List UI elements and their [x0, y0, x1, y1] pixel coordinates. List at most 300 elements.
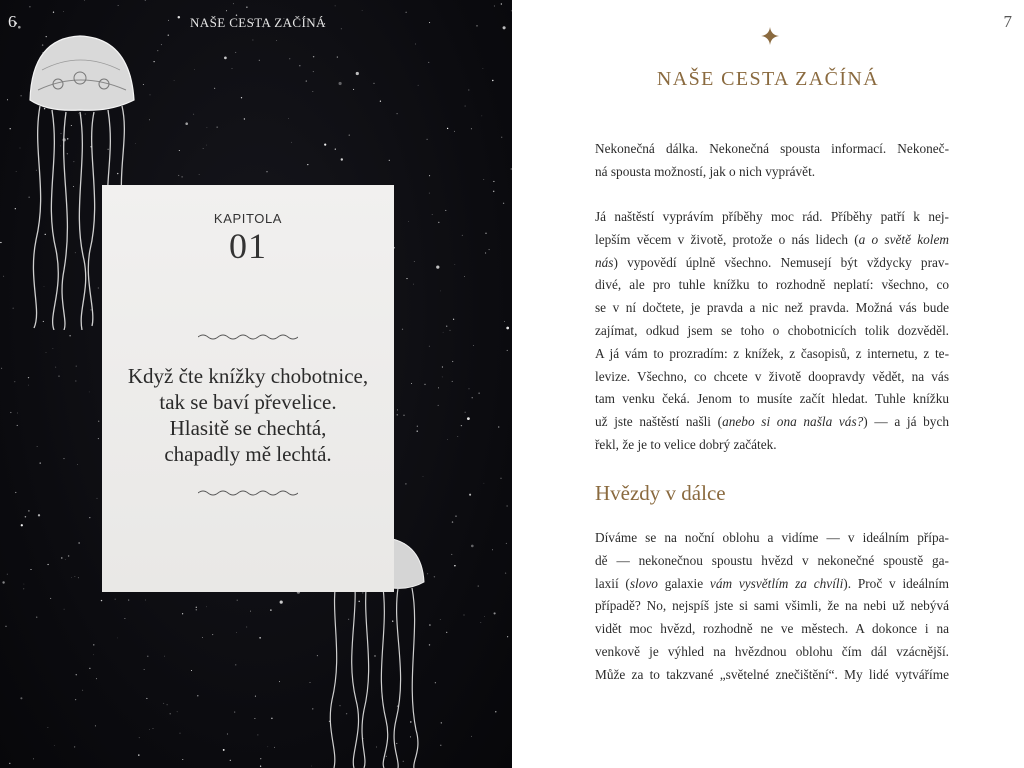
star-dot: [447, 128, 448, 129]
star-dot: [312, 91, 313, 92]
star-dot: [438, 387, 439, 388]
star-dot: [476, 25, 477, 26]
chapter-card: [102, 185, 394, 592]
star-dot: [349, 135, 350, 136]
star-dot: [442, 377, 443, 378]
star-dot: [161, 44, 162, 45]
star-dot: [71, 577, 72, 578]
star-dot: [312, 708, 313, 709]
star-dot: [75, 699, 76, 700]
star-dot: [2, 581, 4, 583]
star-dot: [413, 284, 414, 285]
star-dot: [28, 510, 29, 511]
star-dot: [276, 40, 277, 41]
star-dot: [84, 0, 85, 1]
star-dot: [464, 276, 465, 277]
star-dot: [259, 637, 260, 638]
star-dot: [271, 718, 272, 719]
star-dot: [267, 746, 268, 747]
star-dot: [153, 728, 154, 729]
star-dot: [115, 599, 116, 600]
star-dot: [232, 68, 233, 69]
star-dot: [25, 516, 27, 518]
star-dot: [76, 674, 77, 675]
star-dot: [203, 148, 204, 149]
text-line: zajímat, odkud jsem se toho o chobotnicích tolik dozvěděl.: [595, 322, 949, 338]
star-dot: [507, 505, 508, 506]
star-dot: [471, 736, 472, 737]
star-dot: [48, 727, 49, 728]
star-dot: [96, 678, 97, 679]
star-dot: [478, 586, 479, 587]
star-dot: [484, 616, 485, 617]
star-dot: [507, 350, 508, 351]
star-dot: [403, 415, 404, 416]
star-dot: [33, 758, 34, 759]
text-line: případě? No, nejspíš jste si sami všimli, že na nebi už nebývá: [595, 598, 949, 614]
text-line: divé, ale pro tuhle knížku to rozhodně neplatí: všechno, co: [595, 277, 949, 293]
star-dot: [463, 614, 464, 615]
star-dot: [56, 367, 57, 368]
star-dot: [178, 175, 179, 176]
star-dot: [457, 436, 458, 437]
star-dot: [10, 128, 11, 129]
star-dot: [223, 749, 225, 751]
star-dot: [429, 346, 430, 347]
star-dot: [17, 413, 18, 414]
paragraph-2: [595, 206, 949, 457]
page-number-right: 7: [1003, 12, 1012, 31]
star-dot: [23, 588, 24, 589]
text-line: levize. Všechno, co chcete v životě doopravdy vědět, na vás: [595, 368, 949, 384]
star-dot: [310, 682, 311, 683]
star-dot: [138, 754, 139, 755]
text-line: nás) vypovědí úplně všechno. Nemusejí být vždycky prav-: [595, 254, 949, 270]
star-dot: [254, 718, 255, 719]
star-dot: [199, 174, 200, 175]
star-dot: [441, 722, 442, 723]
star-dot: [68, 555, 69, 556]
star-dot: [139, 737, 140, 738]
star-dot: [157, 50, 158, 51]
star-dot: [504, 321, 505, 322]
star-dot: [39, 462, 40, 463]
star-dot: [493, 191, 494, 192]
star-dot: [235, 664, 236, 665]
star-dot: [167, 704, 168, 705]
star-dot: [453, 319, 454, 320]
text-line: se v ní dočtete, je pravda a nic než pravda. Možná vás bude: [595, 300, 949, 316]
star-dot: [492, 80, 493, 81]
text-line: Může za to takzvané „světelné znečištění“. My lidé vytváříme: [595, 666, 949, 682]
star-dot: [58, 376, 59, 377]
star-dot: [76, 366, 77, 367]
section-heading: Hvězdy v dálce: [595, 481, 726, 505]
star-dot: [217, 127, 218, 128]
text-line: Já naštěstí vyprávím příběhy moc rád. Příběhy patří k nej-: [595, 209, 949, 224]
star-dot: [429, 22, 430, 23]
star-dot: [28, 377, 29, 378]
star-dot: [93, 654, 94, 655]
poem-line: chapadly mě lechtá.: [164, 442, 332, 466]
star-dot: [174, 80, 175, 81]
star-dot: [7, 574, 8, 575]
star-dot: [194, 69, 195, 70]
star-dot: [450, 330, 451, 331]
star-dot: [417, 431, 418, 432]
star-dot: [98, 438, 99, 439]
text-line: lepším věcem v životě, protože o nás lidech (a o světě kolem: [595, 231, 950, 247]
star-dot: [182, 613, 183, 614]
star-dot: [206, 606, 207, 607]
star-dot: [206, 145, 207, 146]
star-dot: [163, 703, 164, 704]
star-dot: [46, 352, 47, 353]
text-line: Nekonečná dálka. Nekonečná spousta informací. Nekoneč-: [595, 141, 949, 156]
text-line: řekl, že je to velice dobrý začátek.: [595, 436, 777, 452]
star-dot: [53, 12, 54, 13]
star-dot: [426, 139, 427, 140]
star-dot: [299, 65, 300, 66]
star-dot: [18, 26, 21, 29]
star-dot: [246, 627, 247, 628]
star-dot: [257, 734, 258, 735]
star-dot: [311, 766, 312, 767]
star-dot: [177, 711, 178, 712]
star-dot: [341, 158, 343, 160]
star-dot: [335, 148, 336, 149]
star-dot: [124, 618, 125, 619]
star-dot: [452, 381, 453, 382]
star-dot: [207, 127, 208, 128]
star-dot: [469, 388, 470, 389]
star-dot: [95, 725, 96, 726]
star-dot: [260, 766, 261, 767]
star-dot: [408, 221, 409, 222]
text-line: laxií (slovo galaxie vám vysvětlím za chvíli). Proč v ideálním: [595, 575, 949, 591]
star-dot: [150, 95, 151, 96]
star-dot: [472, 397, 473, 398]
star-dot: [280, 601, 283, 604]
star-dot: [402, 329, 403, 330]
text-line: vidět moc hvězd, rozhodně ne ve městech. A dokonce i na: [595, 621, 949, 637]
star-dot: [147, 656, 148, 657]
star-dot: [507, 636, 508, 637]
four-point-star-icon: [761, 27, 779, 45]
paragraph-1: [595, 138, 949, 184]
star-dot: [335, 6, 336, 7]
star-dot: [461, 425, 462, 426]
star-dot: [191, 670, 192, 671]
star-dot: [179, 150, 180, 151]
star-dot: [405, 483, 406, 484]
star-dot: [233, 3, 234, 4]
wave-divider-top: [198, 333, 298, 341]
star-dot: [13, 308, 14, 309]
star-dot: [197, 695, 198, 696]
star-dot: [505, 572, 506, 573]
star-dot: [24, 584, 25, 585]
poem-line: tak se baví převelice.: [159, 390, 337, 414]
star-dot: [337, 57, 338, 58]
star-dot: [153, 61, 154, 62]
star-dot: [230, 760, 231, 761]
star-dot: [306, 80, 307, 81]
star-dot: [389, 160, 390, 161]
star-dot: [64, 458, 65, 459]
star-dot: [397, 409, 398, 410]
star-dot: [74, 746, 75, 747]
star-dot: [149, 119, 150, 120]
star-dot: [494, 5, 495, 6]
star-dot: [288, 118, 289, 119]
star-dot: [429, 624, 431, 626]
star-dot: [495, 711, 496, 712]
star-dot: [89, 668, 90, 669]
star-dot: [47, 564, 48, 565]
star-dot: [182, 759, 183, 760]
star-dot: [501, 478, 502, 479]
star-dot: [428, 62, 429, 63]
star-dot: [65, 559, 66, 560]
star-dot: [128, 600, 129, 601]
star-dot: [289, 58, 290, 59]
star-dot: [501, 137, 502, 138]
star-dot: [15, 208, 16, 209]
poem-line: Hlasitě se chechtá,: [169, 416, 327, 440]
star-dot: [440, 619, 441, 620]
star-dot: [118, 5, 119, 6]
star-dot: [168, 34, 169, 35]
star-dot: [279, 681, 280, 682]
star-dot: [418, 85, 419, 86]
star-dot: [259, 60, 260, 61]
star-dot: [353, 89, 354, 90]
star-dot: [266, 171, 267, 172]
text-line: Díváme se na noční oblohu a vidíme — v ideálním přípa-: [595, 530, 949, 545]
star-dot: [440, 291, 441, 292]
star-dot: [446, 632, 447, 633]
star-dot: [178, 16, 180, 18]
star-dot: [89, 392, 90, 393]
star-dot: [164, 656, 165, 657]
star-dot: [443, 332, 444, 333]
star-dot: [324, 144, 326, 146]
star-dot: [483, 179, 484, 180]
star-dot: [252, 39, 253, 40]
right-page: [512, 0, 1024, 768]
star-dot: [30, 569, 31, 570]
star-dot: [270, 609, 271, 610]
star-dot: [117, 638, 118, 639]
star-dot: [452, 521, 453, 522]
star-dot: [21, 524, 23, 526]
star-dot: [478, 393, 479, 394]
star-dot: [492, 549, 493, 550]
star-dot: [438, 222, 439, 223]
star-dot: [447, 439, 448, 440]
star-dot: [434, 576, 435, 577]
star-dot: [406, 278, 407, 279]
star-dot: [53, 348, 54, 349]
star-dot: [274, 747, 275, 748]
star-dot: [180, 733, 181, 734]
star-dot: [28, 385, 29, 386]
star-dot: [79, 542, 80, 543]
poem-line: Když čte knížky chobotnice,: [127, 364, 369, 388]
star-dot: [234, 712, 235, 713]
star-dot: [462, 235, 463, 236]
star-dot: [465, 106, 466, 107]
star-dot: [396, 113, 397, 114]
star-dot: [411, 383, 412, 384]
text-line: venkově je výhled na hvězdnou oblohu čím dál vzácnější.: [595, 643, 949, 659]
star-dot: [63, 11, 64, 12]
chapter-poem: [102, 363, 394, 467]
star-dot: [146, 698, 147, 699]
star-dot: [214, 88, 215, 89]
star-dot: [36, 617, 37, 618]
wave-divider-bottom: [198, 489, 298, 497]
page-number-left: 6: [8, 12, 17, 31]
chapter-label: KAPITOLA: [213, 211, 283, 226]
star-dot: [227, 734, 228, 735]
star-dot: [471, 545, 474, 548]
star-dot: [226, 10, 227, 11]
star-dot: [506, 327, 509, 330]
star-dot: [14, 381, 15, 382]
star-dot: [485, 233, 486, 234]
star-dot: [15, 492, 16, 493]
star-dot: [440, 745, 441, 746]
star-dot: [78, 577, 79, 578]
star-dot: [429, 193, 430, 194]
star-dot: [483, 68, 484, 69]
star-dot: [17, 425, 18, 426]
star-dot: [61, 557, 62, 558]
star-dot: [503, 203, 504, 204]
star-dot: [397, 414, 398, 415]
star-dot: [224, 57, 227, 60]
chapter-title: NAŠE CESTA ZAČÍNÁ: [656, 68, 880, 90]
star-dot: [454, 565, 455, 566]
star-dot: [82, 690, 83, 691]
star-dot: [196, 609, 197, 610]
star-dot: [373, 83, 374, 84]
star-dot: [168, 20, 169, 21]
star-dot: [467, 417, 470, 420]
star-dot: [77, 464, 78, 465]
star-dot: [313, 71, 314, 72]
star-dot: [415, 44, 416, 45]
star-dot: [454, 131, 455, 132]
chapter-number: 01: [229, 226, 267, 266]
text-line: ná spousta možností, jak o nich vyprávět.: [595, 163, 816, 179]
running-head: NAŠE CESTA ZAČÍNÁ: [190, 15, 326, 30]
star-dot: [451, 554, 452, 555]
star-dot: [438, 405, 439, 406]
star-dot: [202, 637, 203, 638]
star-dot: [506, 543, 507, 544]
star-dot: [423, 476, 424, 477]
star-dot: [193, 114, 194, 115]
star-dot: [468, 89, 469, 90]
star-dot: [236, 632, 237, 633]
star-dot: [356, 72, 359, 75]
star-dot: [5, 626, 6, 627]
star-dot: [442, 366, 443, 367]
star-dot: [89, 517, 90, 518]
star-dot: [489, 249, 490, 250]
star-dot: [38, 514, 40, 516]
star-dot: [16, 171, 17, 172]
star-dot: [169, 713, 170, 714]
star-dot: [435, 682, 436, 683]
star-dot: [480, 622, 481, 623]
star-dot: [250, 611, 251, 612]
star-dot: [307, 164, 308, 165]
star-dot: [144, 669, 145, 670]
star-dot: [9, 763, 10, 764]
star-dot: [485, 252, 486, 253]
star-dot: [244, 118, 245, 119]
star-dot: [255, 696, 256, 697]
star-dot: [501, 3, 502, 4]
star-dot: [503, 26, 506, 29]
star-dot: [436, 265, 439, 268]
star-dot: [145, 600, 146, 601]
star-dot: [235, 52, 236, 53]
star-dot: [455, 515, 456, 516]
star-dot: [339, 82, 342, 85]
text-line: A já vám to prozradím: z knížek, z časopisů, z internetu, z te-: [595, 345, 949, 361]
star-dot: [260, 758, 261, 759]
star-dot: [465, 412, 466, 413]
star-dot: [145, 0, 146, 1]
star-dot: [29, 6, 30, 7]
star-dot: [196, 607, 197, 608]
star-dot: [246, 7, 247, 8]
star-dot: [341, 28, 342, 29]
paragraph-3: [595, 527, 949, 687]
star-dot: [380, 101, 381, 102]
star-dot: [494, 612, 496, 614]
star-dot: [481, 116, 482, 117]
star-dot: [3, 276, 4, 277]
star-dot: [429, 175, 430, 176]
star-dot: [93, 644, 94, 645]
star-dot: [471, 128, 472, 129]
star-dot: [1, 368, 2, 369]
star-dot: [181, 176, 182, 177]
star-dot: [10, 412, 11, 413]
star-dot: [424, 384, 425, 385]
star-dot: [50, 598, 51, 599]
star-dot: [473, 345, 474, 346]
star-dot: [7, 99, 8, 100]
star-dot: [149, 729, 150, 730]
star-dot: [406, 12, 407, 13]
star-dot: [20, 697, 22, 699]
star-dot: [97, 498, 98, 499]
star-dot: [212, 634, 213, 635]
star-dot: [101, 600, 102, 601]
star-dot: [498, 426, 499, 427]
star-dot: [362, 10, 363, 11]
star-dot: [237, 600, 238, 601]
star-dot: [484, 483, 485, 484]
star-dot: [446, 326, 447, 327]
